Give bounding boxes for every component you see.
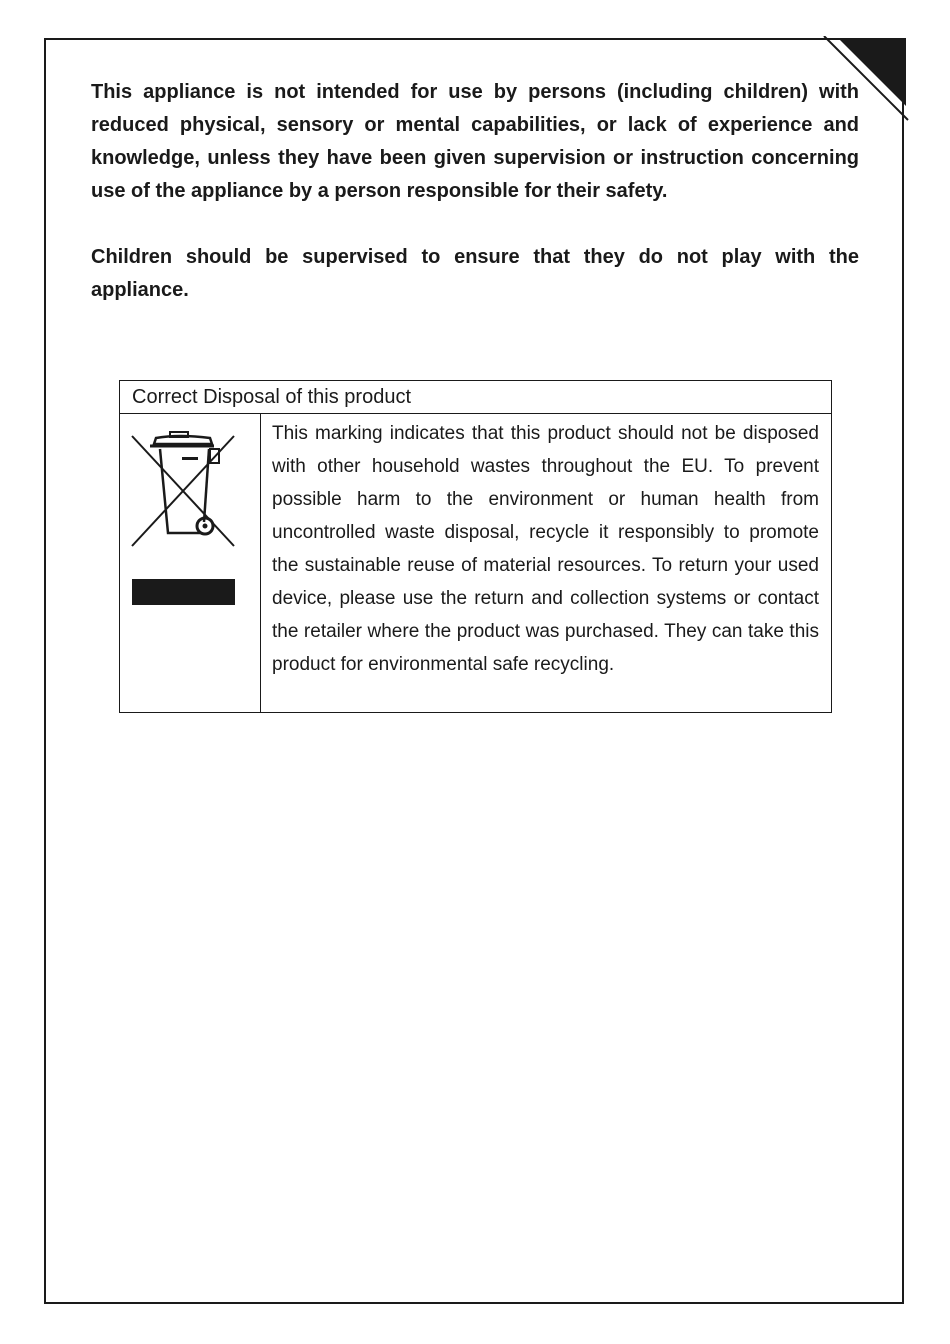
disposal-info-table — [119, 380, 832, 713]
black-bar-marking — [132, 579, 235, 605]
disposal-body-text: This marking indicates that this product should not be disposed with other household wastes throughout the EU. To prevent possible harm to the environment or human health from uncontrolled waste disposal, recycle it responsibly to promote the sustainable reuse of material resources. To return your used device, please use the return and collection systems or contact the retailer where the product was purchased. They can take this product for environmental safe recycling. — [272, 423, 819, 675]
disposal-icon-cell — [120, 414, 261, 712]
disposal-text-cell — [261, 414, 831, 712]
safety-warnings — [91, 76, 859, 307]
warning-paragraph-children: Children should be supervised to ensure that they do not play with the appliance. — [91, 246, 859, 301]
warning-paragraph-supervision: This appliance is not intended for use by persons (including children) with reduced physical, sensory or mental capabilities, or lack of experience and knowledge, unless they have been given supervision or instruction concerning use of the appliance by a person responsible for their safety. — [91, 81, 859, 202]
crossed-out-wheelie-bin-icon — [130, 430, 238, 552]
disposal-table-header: Correct Disposal of this product — [120, 381, 831, 414]
